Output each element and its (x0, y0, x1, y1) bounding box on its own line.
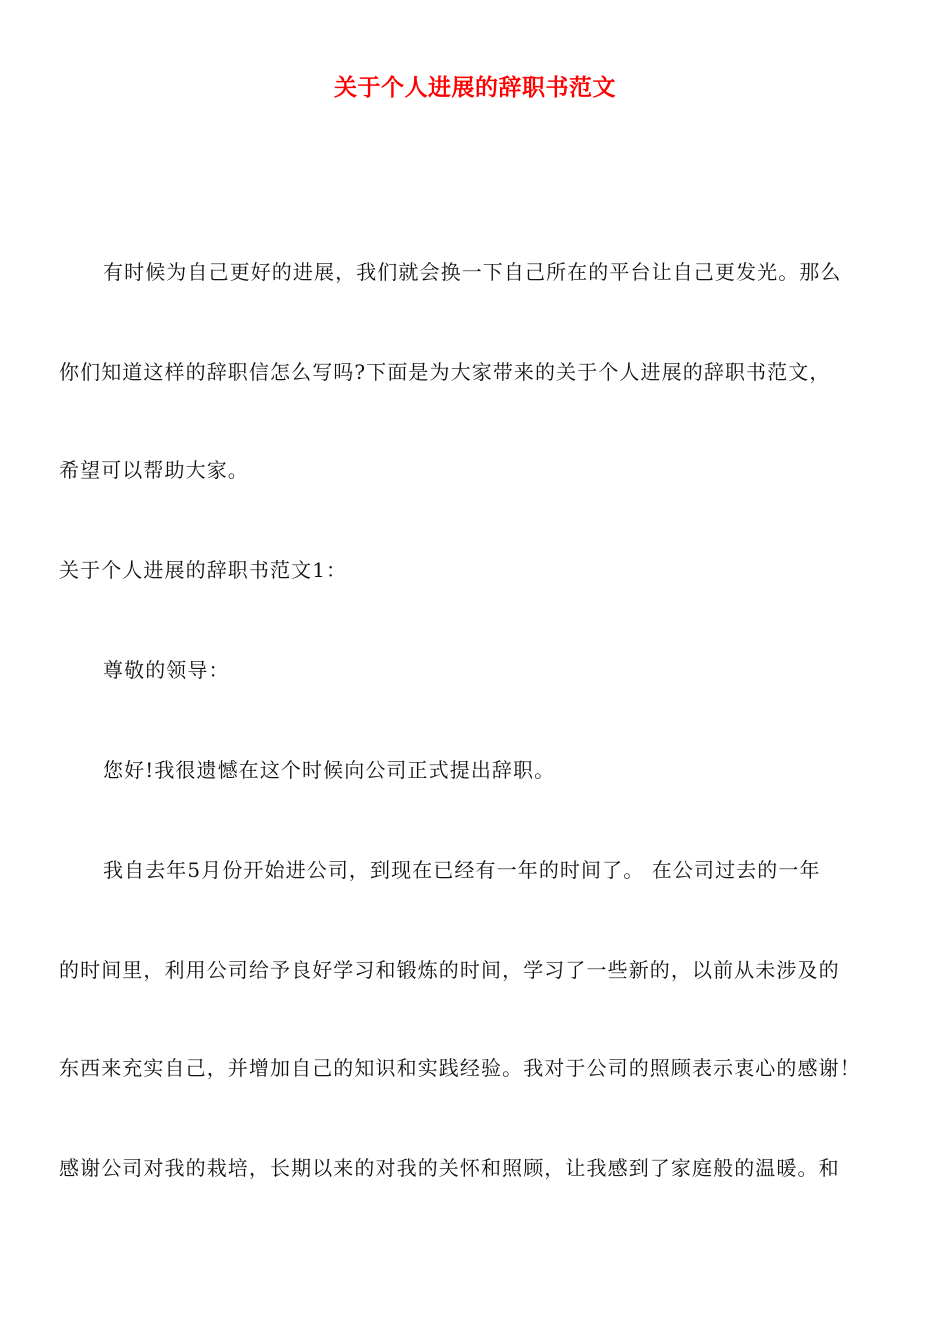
body-line-2: 的时间里，利用公司给予良好学习和锻炼的时间，学习了一些新的，以前从未涉及的 (59, 958, 840, 982)
body-line-4: 感谢公司对我的栽培，长期以来的对我的关怀和照顾，让我感到了家庭般的温暖。和 (59, 1156, 840, 1180)
letter-opening: 您好!我很遗憾在这个时候向公司正式提出辞职。 (103, 758, 556, 782)
document-title: 关于个人进展的辞职书范文 (334, 75, 616, 101)
intro-line-2: 你们知道这样的辞职信怎么写吗?下面是为大家带来的关于个人进展的辞职书范文， (59, 360, 831, 384)
intro-line-1: 有时候为自己更好的进展，我们就会换一下自己所在的平台让自己更发光。那么 (103, 260, 842, 284)
body-line-1: 我自去年5月份开始进公司，到现在已经有一年的时间了。 在公司过去的一年 (103, 858, 821, 882)
salutation: 尊敬的领导： (103, 658, 230, 682)
body-line-3: 东西来充实自己，并增加自己的知识和实践经验。我对于公司的照顾表示衷心的感谢！ (59, 1056, 861, 1080)
section-heading: 关于个人进展的辞职书范文1： (59, 558, 348, 582)
intro-line-3: 希望可以帮助大家。 (59, 458, 249, 482)
